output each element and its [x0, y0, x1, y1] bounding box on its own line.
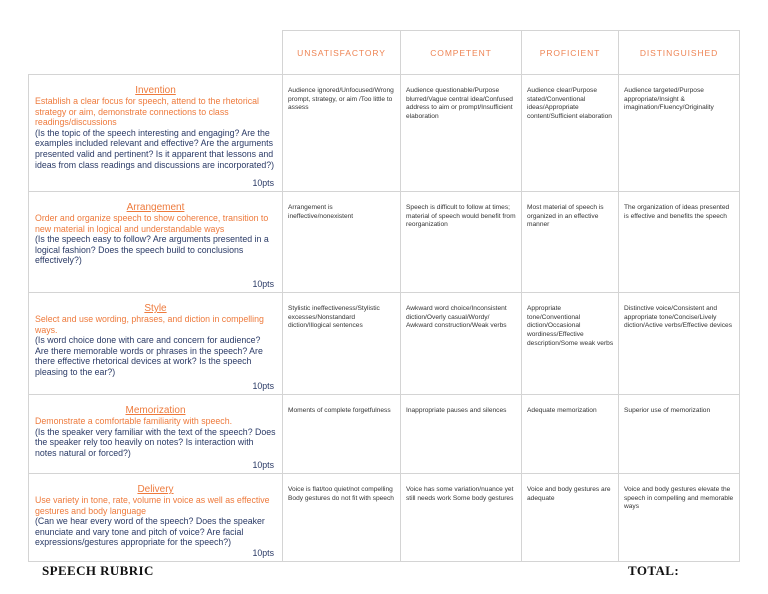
criterion-points: 10pts: [252, 381, 274, 391]
score-cell: The organization of ideas presented is effective and benefits the speech: [619, 192, 740, 293]
score-cell: Distinctive voice/Consistent and appropriate tone/Concise/Lively diction/Active verbs/Effective devices: [619, 293, 740, 395]
criterion-row-memorization: [29, 395, 740, 474]
criterion-points: 10pts: [252, 548, 274, 558]
criterion-row-invention: [29, 75, 740, 192]
score-cell: Appropriate tone/Conventional diction/Occasional wordiness/Effective description/Some weak verbs: [522, 293, 619, 395]
criterion-cell: [29, 395, 283, 474]
criterion-questions: (Is word choice done with care and concern for audience? Are there memorable words or phrases in the speech? Are there effective rhetorical devices at work? Is the speech pleasing to the ear?): [35, 335, 263, 377]
score-cell: Voice and body gestures elevate the speech in compelling and memorable ways: [619, 474, 740, 562]
score-cell: Speech is difficult to follow at times; material of speech would benefit from reorganization: [401, 192, 522, 293]
header-blank-cell: [29, 31, 283, 75]
criterion-title: Invention: [135, 85, 176, 96]
criterion-cell: [29, 75, 283, 192]
score-cell: Audience ignored/Unfocused/Wrong prompt, strategy, or aim /Too little to assess: [283, 75, 401, 192]
criterion-title: Style: [144, 303, 167, 314]
criterion-title: Delivery: [137, 484, 174, 495]
rubric-title: SPEECH RUBRIC: [42, 563, 154, 578]
total-label: TOTAL:: [628, 563, 680, 578]
criterion-cell: [29, 293, 283, 395]
criterion-points: 10pts: [252, 279, 274, 289]
criterion-points: 10pts: [252, 460, 274, 470]
level-proficient: PROFICIENT: [522, 31, 619, 75]
score-cell: Superior use of memorization: [619, 395, 740, 474]
criterion-title: Memorization: [125, 405, 186, 416]
criterion-cell: [29, 192, 283, 293]
criterion-points: 10pts: [252, 178, 274, 188]
header-row: [29, 31, 740, 75]
rubric-table: [28, 30, 740, 562]
score-cell: Audience targeted/Purpose appropriate/Insight & imagination/Fluency/Originality: [619, 75, 740, 192]
score-cell: Stylistic ineffectiveness/Stylistic excesses/Nonstandard diction/Illogical sentences: [283, 293, 401, 395]
score-cell: Awkward word choice/Inconsistent diction/Overly casual/Wordy/ Awkward construction/Weak verbs: [401, 293, 522, 395]
criterion-row-arrangement: [29, 192, 740, 293]
criterion-questions: (Can we hear every word of the speech? Does the speaker enunciate and vary tone and pitch of voice? Are facial expressions/gestures appropriate for the speech?): [35, 516, 265, 548]
level-competent: COMPETENT: [401, 31, 522, 75]
score-cell: Arrangement is ineffective/nonexistent: [283, 192, 401, 293]
criterion-questions: (Is the speech easy to follow? Are arguments presented in a logical fashion? Does the speech build to conclusions effectively?): [35, 234, 269, 266]
level-distinguished: DISTINGUISHED: [619, 31, 740, 75]
score-cell: Audience questionable/Purpose blurred/Vague central idea/Confused address to aim or prompt/Insufficient elaboration: [401, 75, 522, 192]
score-cell: Inappropriate pauses and silences: [401, 395, 522, 474]
criterion-description: Order and organize speech to show coherence, transition to new material in logical and understandable ways: [35, 213, 269, 234]
score-cell: Voice is flat/too quiet/not compelling Body gestures do not fit with speech: [283, 474, 401, 562]
score-cell: Adequate memorization: [522, 395, 619, 474]
criterion-cell: [29, 474, 283, 562]
criterion-description: Select and use wording, phrases, and diction in compelling ways.: [35, 314, 264, 335]
criterion-questions: (Is the topic of the speech interesting and engaging? Are the examples included relevant and effective? Are the arguments presented valid and pertinent? Is it apparent that lessons and ideas from class readings and discussions are incorporated?): [35, 127, 275, 170]
score-cell: Most material of speech is organized in an effective manner: [522, 192, 619, 293]
criterion-description: Use variety in tone, rate, volume in voice as well as effective gestures and body language: [35, 495, 270, 516]
score-cell: Voice has some variation/nuance yet still needs work Some body gestures: [401, 474, 522, 562]
score-cell: Voice and body gestures are adequate: [522, 474, 619, 562]
criterion-description: Demonstrate a comfortable familiarity with speech.: [35, 416, 233, 426]
criterion-row-delivery: [29, 474, 740, 562]
score-cell: Moments of complete forgetfulness: [283, 395, 401, 474]
criterion-description: Establish a clear focus for speech, attend to the rhetorical strategy or aim, demonstrate connections to class readings/discussions: [35, 96, 259, 128]
criterion-questions: (Is the speaker very familiar with the text of the speech? Does the speaker rely too heavily on notes? Is interaction with notes natural or forced?): [35, 426, 276, 458]
criterion-title: Arrangement: [126, 202, 185, 213]
criterion-row-style: [29, 293, 740, 395]
score-cell: Audience clear/Purpose stated/Conventional ideas/Appropriate content/Sufficient elaboration: [522, 75, 619, 192]
level-unsatisfactory: UNSATISFACTORY: [283, 31, 401, 75]
